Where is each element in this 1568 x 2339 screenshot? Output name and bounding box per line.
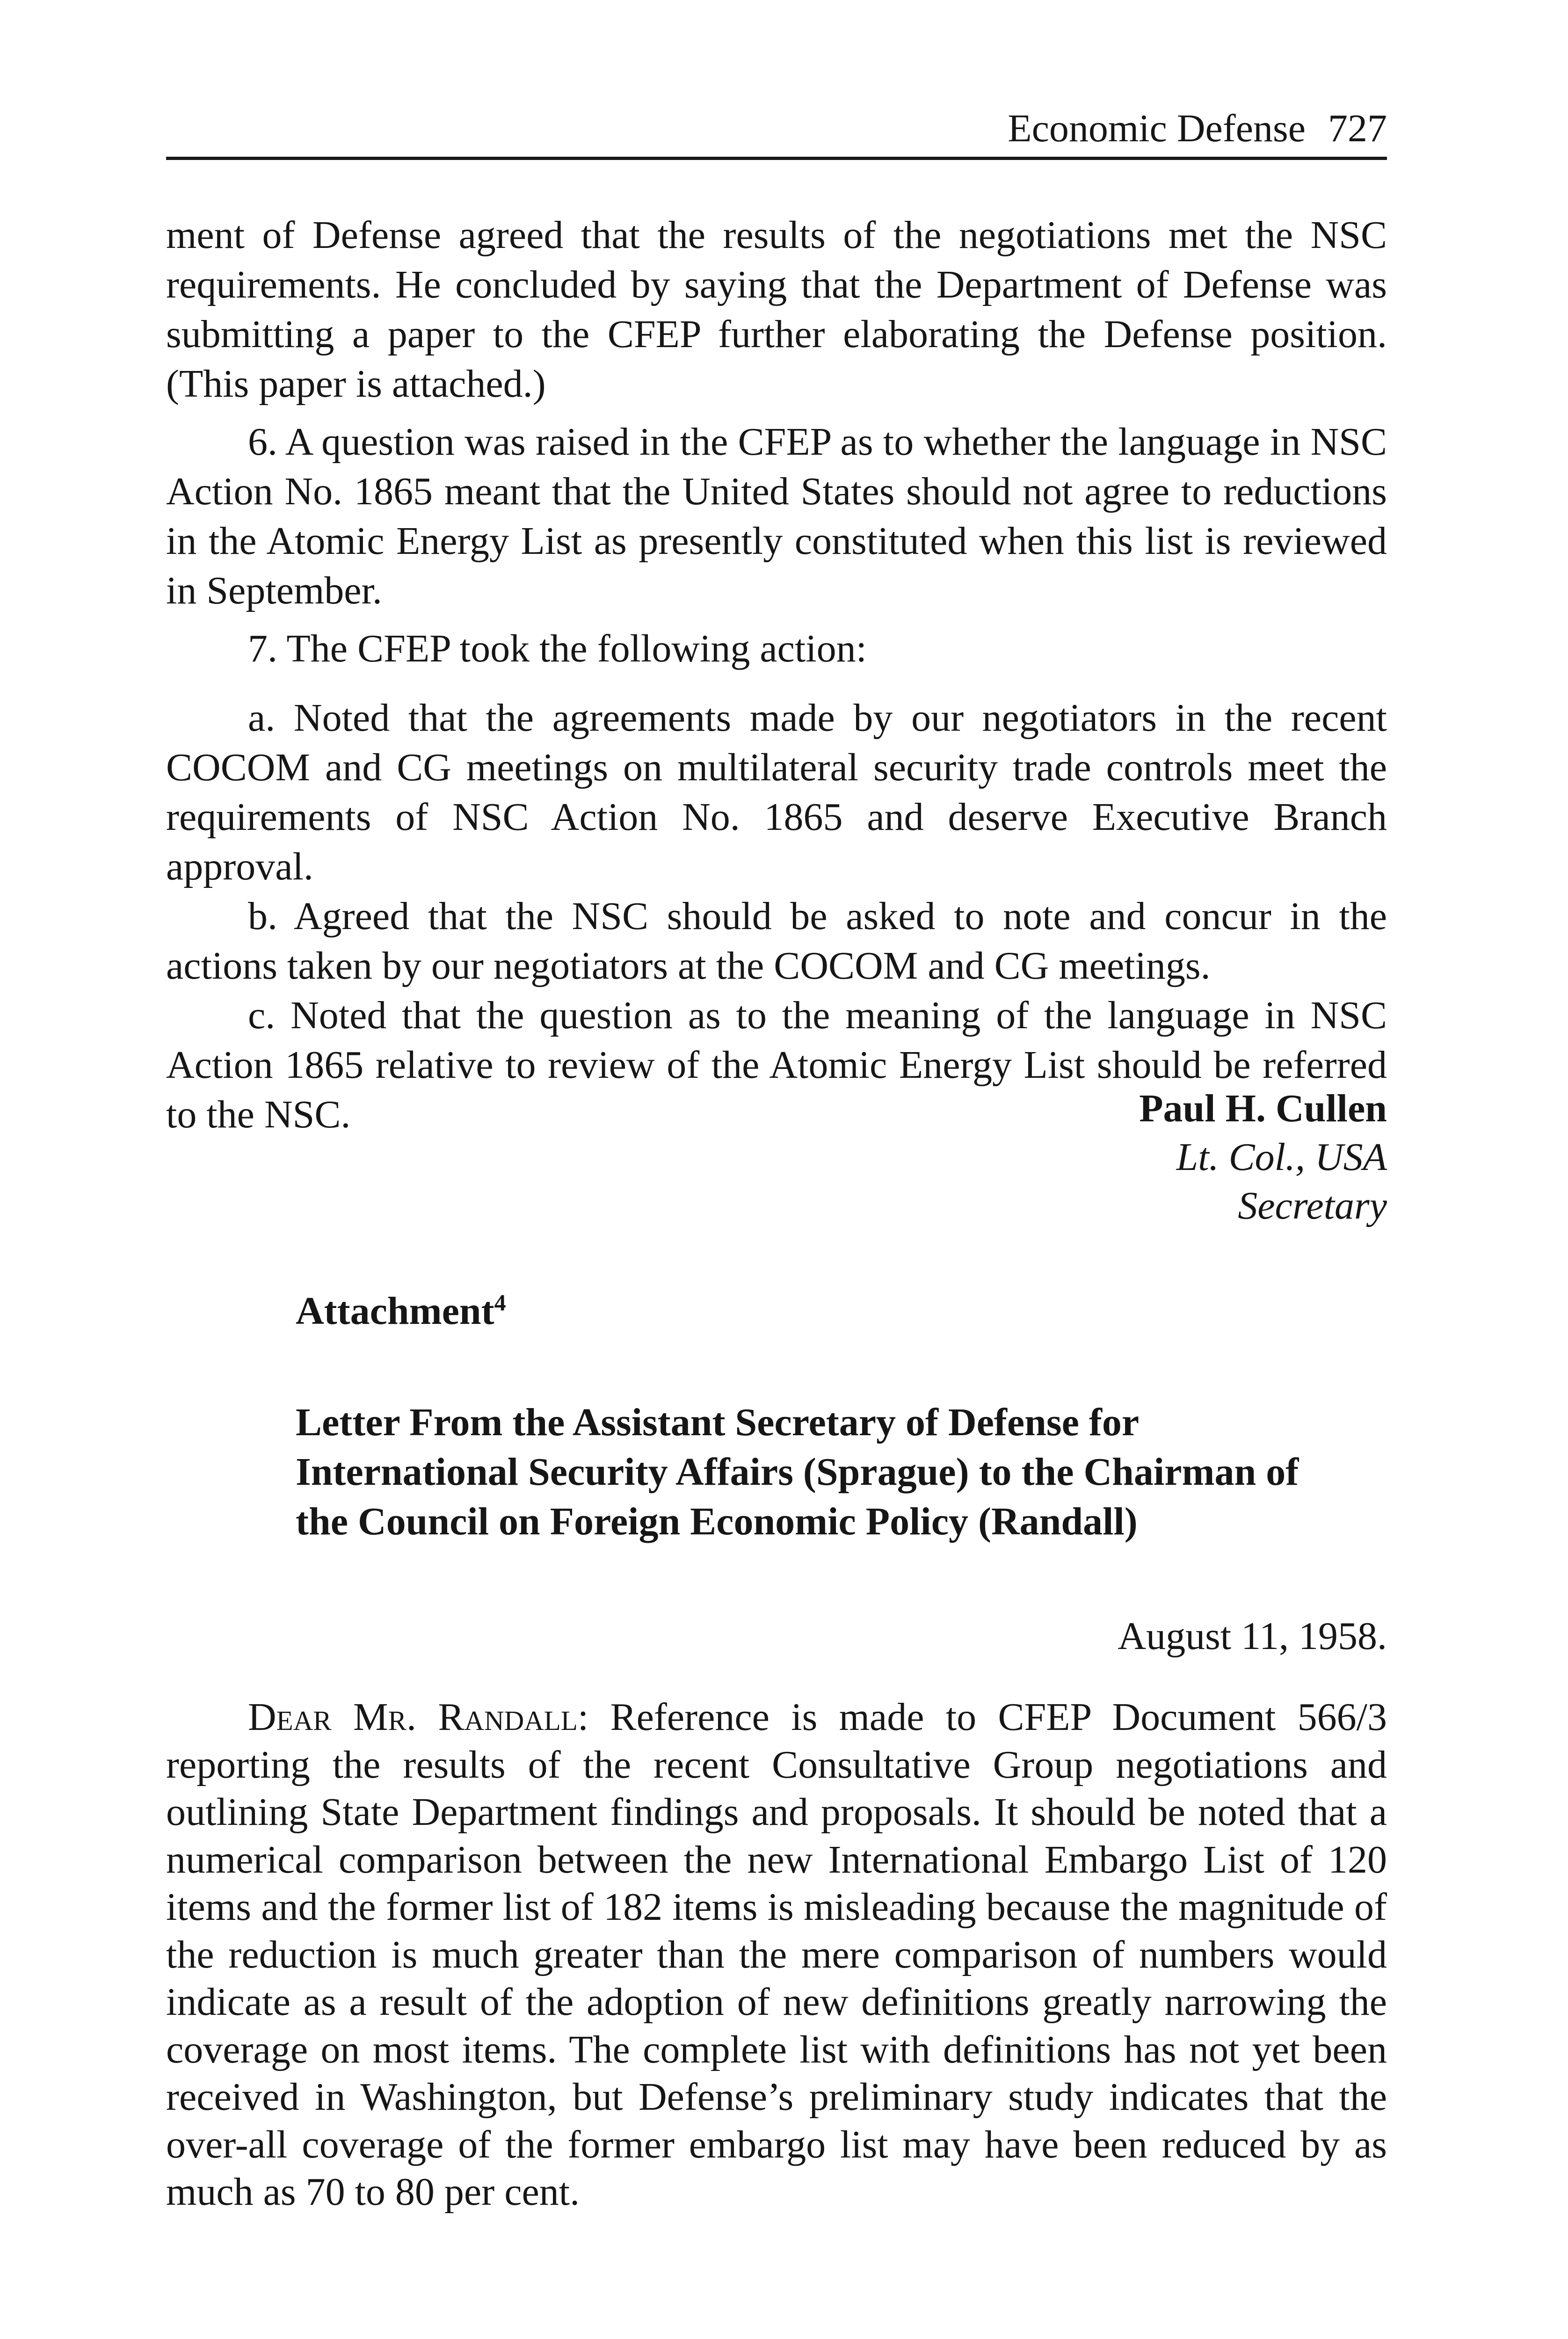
body-text [166,211,1387,1140]
paragraph-item-7: 7. The CFEP took the following action: [248,627,867,670]
page-number: 727 [1328,107,1387,150]
letter-text: Reference is made to CFEP Document 566/3 reporting the results of the recent Consultative Group negotiations and outlining State Department findings and proposals. It should be noted that a numerical comparison between the new International Embargo List of 120 items and the former list of 182 items is misleading because the magnitude of the reduction is much greater than the mere comparison of numbers would indicate as a result of the adoption of new definitions greatly narrowing the coverage on most items. The complete list with definitions has not yet been received in Washington, but Defense’s preliminary study indicates that the over-all coverage of the former embargo list may have been reduced by as much as 70 to 80 per cent. [166,1695,1387,2214]
attachment-heading [296,1286,506,1337]
document-title: Letter From the Assistant Secretary of Defense for International Security Affairs (Sprague) to the Chairman of the Council on Foreign Economic Policy (Randall) [296,1401,1299,1543]
paragraph-continued: ment of Defense agreed that the results of the negotiations met the NSC requirements. He concluded by saying that the Department of Defense was submitting a paper to the CFEP further elaborating the Defense position. (This paper is attached.) [166,213,1387,406]
signature-block [1139,1084,1387,1230]
signer-rank: Lt. Col., USA [1176,1135,1387,1179]
paragraph-item-6: 6. A question was raised in the CFEP as to whether the language in NSC Action No. 1865 meant that the United States should not agree to reductions in the Atomic Energy List as presently constituted when this list is reviewed in September. [166,420,1387,612]
signer-role: Secretary [1238,1184,1387,1228]
salutation: Dear Mr. Randall: [248,1695,589,1739]
attachment-label: Attachment [296,1289,494,1333]
signer-name: Paul H. Cullen [1139,1087,1387,1130]
letter-date: August 11, 1958. [1118,1614,1387,1658]
letter-paragraph [166,1693,1387,2216]
letter-body [166,1693,1387,2216]
action-item-a: a. Noted that the agreements made by our negotiators in the recent COCOM and CG meetings on multilateral security trade controls meet the requirements of NSC Action No. 1865 and deserve Executive Branch approval. [166,696,1387,888]
running-header [166,105,1387,160]
footnote-reference: 4 [494,1289,506,1315]
action-item-c: c. Noted that the question as to the meaning of the language in NSC Action 1865 relative to review of the Atomic Energy List should be referred to the NSC. [166,994,1387,1136]
action-item-b: b. Agreed that the NSC should be asked to note and concur in the actions taken by our negotiators at the COCOM and CG meetings. [166,894,1387,988]
running-title: Economic Defense [1008,107,1306,150]
